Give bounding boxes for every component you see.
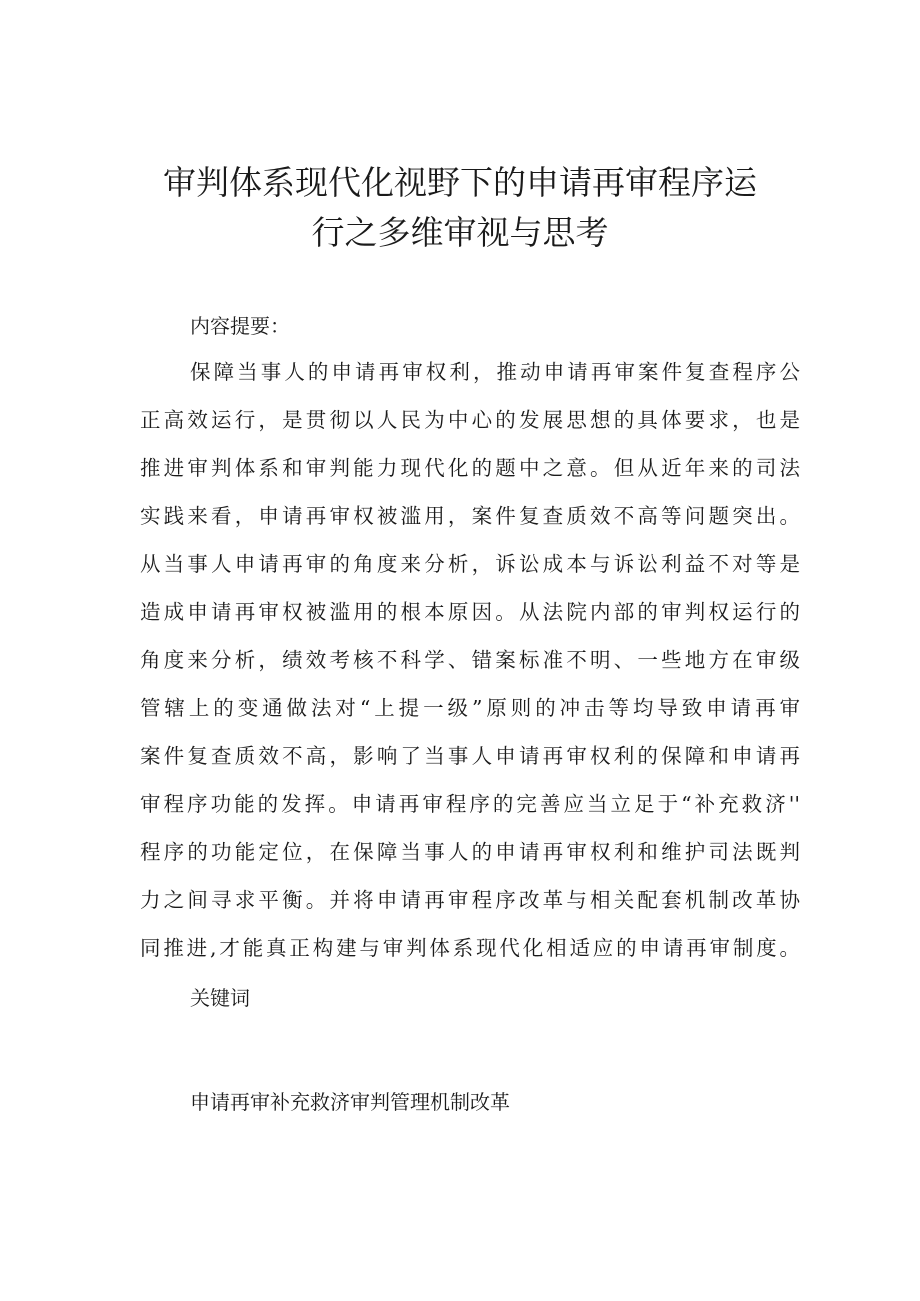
document-title: [0, 158, 920, 258]
abstract-line: 同推进,才能真正构建与审判体系现代化相适应的申请再审制度。: [140, 936, 800, 960]
abstract-body: [140, 352, 800, 976]
abstract-line: 力之间寻求平衡。并将申请再审程序改革与相关配套机制改革协: [140, 888, 800, 912]
abstract-label: 内容提要：: [190, 314, 290, 338]
abstract-line: 正高效运行，是贯彻以人民为中心的发展思想的具体要求，也是: [140, 408, 800, 432]
title-line-2: 行之多维审视与思考: [311, 213, 609, 252]
keywords-label: 关键词: [190, 986, 250, 1010]
title-line-1: 审判体系现代化视野下的申请再审程序运: [163, 163, 757, 202]
abstract-line: 推进审判体系和审判能力现代化的题中之意。但从近年来的司法: [140, 456, 800, 480]
keywords-list: 申请再审补充救济审判管理机制改革: [190, 1090, 510, 1114]
abstract-line: 实践来看，申请再审权被滥用，案件复查质效不高等问题突出。: [140, 504, 800, 528]
abstract-line: 角度来分析，绩效考核不科学、错案标准不明、一些地方在审级: [140, 648, 800, 672]
abstract-line: 程序的功能定位，在保障当事人的申请再审权利和维护司法既判: [140, 840, 800, 864]
abstract-line: 案件复查质效不高，影响了当事人申请再审权利的保障和申请再: [140, 744, 800, 768]
abstract-line: 保障当事人的申请再审权利，推动申请再审案件复查程序公: [190, 360, 800, 384]
abstract-line: 造成申请再审权被滥用的根本原因。从法院内部的审判权运行的: [140, 600, 800, 624]
abstract-line: 管辖上的变通做法对“上提一级”原则的冲击等均导致申请再审: [140, 696, 800, 720]
abstract-line: 审程序功能的发挥。申请再审程序的完善应当立足于“补充救济'': [140, 792, 800, 816]
abstract-line: 从当事人申请再审的角度来分析，诉讼成本与诉讼利益不对等是: [140, 552, 800, 576]
